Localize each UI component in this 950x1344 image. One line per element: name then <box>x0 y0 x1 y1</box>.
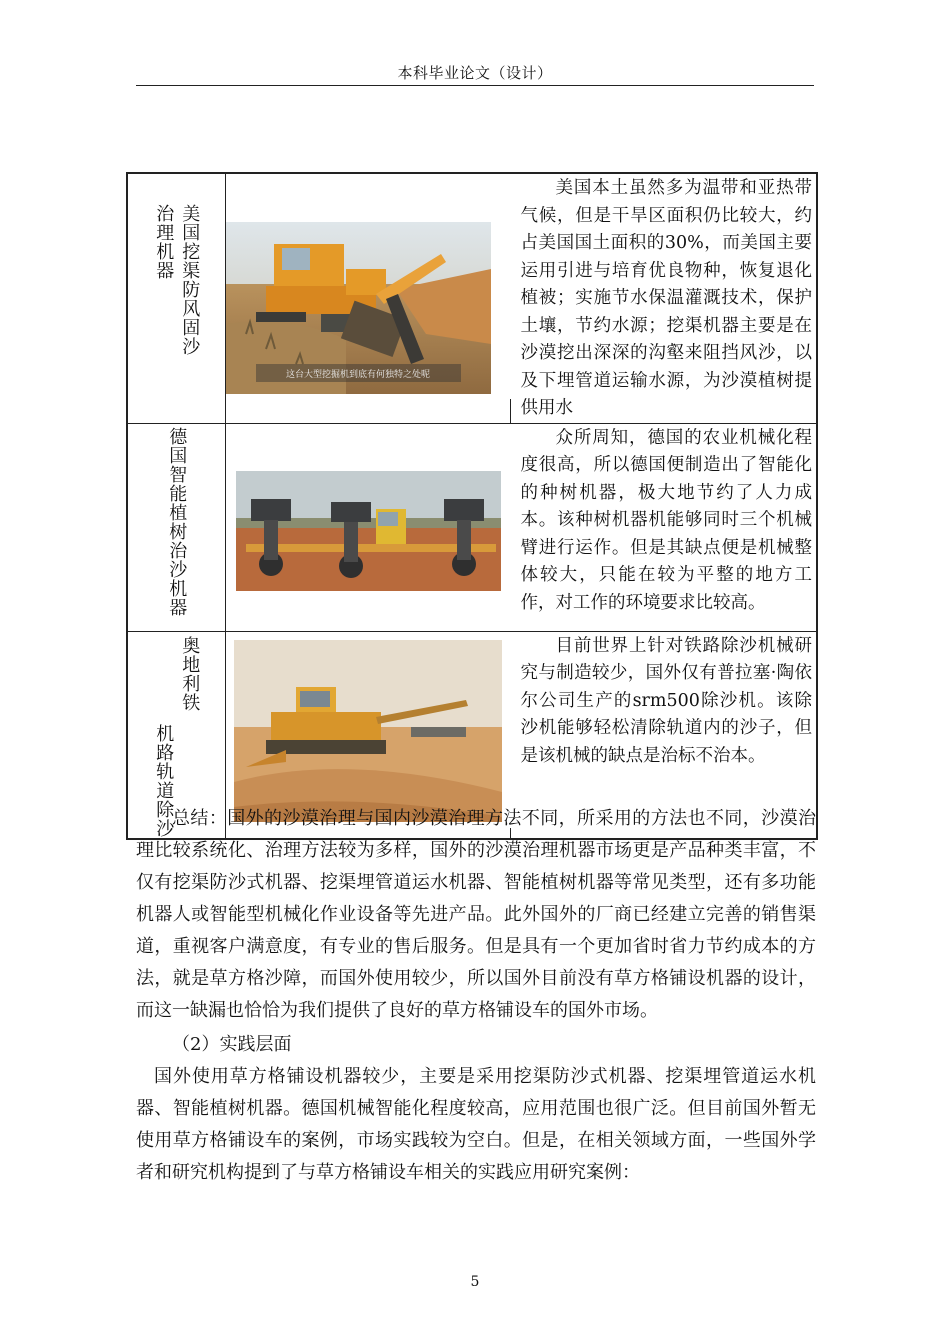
machine-name-us: 美国挖渠防风固沙 治理机器 <box>153 204 201 356</box>
summary-paragraph: 总结：国外的沙漠治理与国内沙漠治理方法不同，所采用的方法也不同，沙漠治理比较系统化、治理方法较为多样，国外的沙漠治理机器市场更是产品种类丰富，不仅有挖渠防沙式机器、挖渠埋管道运水机器、智能植树机器等常见类型，还有多功能机器人或智能型机械化作业设备等先进产品。此外国外的厂商已经建立完善的销售渠道，重视客户满意度，有专业的售后服务。但是具有一个更加省时省力节约成本的方法，就是草方格沙障，而国外使用较少，所以国外目前没有草方格铺设机器的设计，而这一缺漏也恰恰为我们提供了良好的草方格铺设车的国外市场。 <box>136 808 816 1021</box>
section-heading: （2）实践层面 <box>172 1034 292 1055</box>
header-rule <box>136 85 814 86</box>
machine-description-germany: 众所周知，德国的农业机械化程度很高，所以德国便制造出了智能化的种树机器，极大地节约了人力成本。该种树机器机能够同时三个机械臂进行运作。但是其缺点便是机械整体较大，只能在较为平整的地方工作，对工作的环境要求比较高。 <box>520 427 812 613</box>
summary-block <box>136 803 816 1027</box>
machine-name-austria: 奥地利铁 机路轨道除沙 <box>153 635 201 838</box>
trencher-photo <box>226 174 511 399</box>
page-header: 本科毕业论文（设计） <box>397 64 553 82</box>
practice-block <box>136 1061 816 1189</box>
table-row <box>127 423 817 631</box>
machine-name-germany: 德国智能植树治沙机器 <box>166 426 188 617</box>
page-number: 5 <box>470 1274 480 1290</box>
table-row <box>127 173 817 423</box>
planter-photo <box>226 424 511 631</box>
machine-description-us: 美国本土虽然多为温带和亚热带气候，但是干旱区面积仍比较大，约占美国国土面积的30%，而美国主要运用引进与培育优良物种，恢复退化植被；实施节水保温灌溉技术，保护土壤，节约水源；挖渠机器主要是在沙漠挖出深深的沟壑来阻挡风沙，以及下埋管道运输水源，为沙漠植树提供用水 <box>520 178 812 418</box>
machine-description-austria: 目前世界上针对铁路除沙机械研究与制造较少，国外仅有普拉塞·陶依尔公司生产的srm500除沙机。该除沙机能够轻松清除轨道内的沙子，但是该机械的缺点是治标不治本。 <box>520 635 812 766</box>
practice-paragraph: 国外使用草方格铺设机器较少，主要是采用挖渠防沙式机器、挖渠埋管道运水机器、智能植树机器。德国机械智能化程度较高，应用范围也很广泛。但目前国外暂无使用草方格铺设车的案例，市场实践较为空白。但是，在相关领域方面，一些国外学者和研究机构提到了与草方格铺设车相关的实践应用研究案例： <box>136 1066 816 1183</box>
rail-sand-remover-photo <box>226 632 511 828</box>
section-heading-block <box>136 1029 816 1061</box>
machine-table <box>126 172 818 840</box>
image-caption: 这台大型挖掘机到底有何独特之处呢 <box>285 370 430 380</box>
